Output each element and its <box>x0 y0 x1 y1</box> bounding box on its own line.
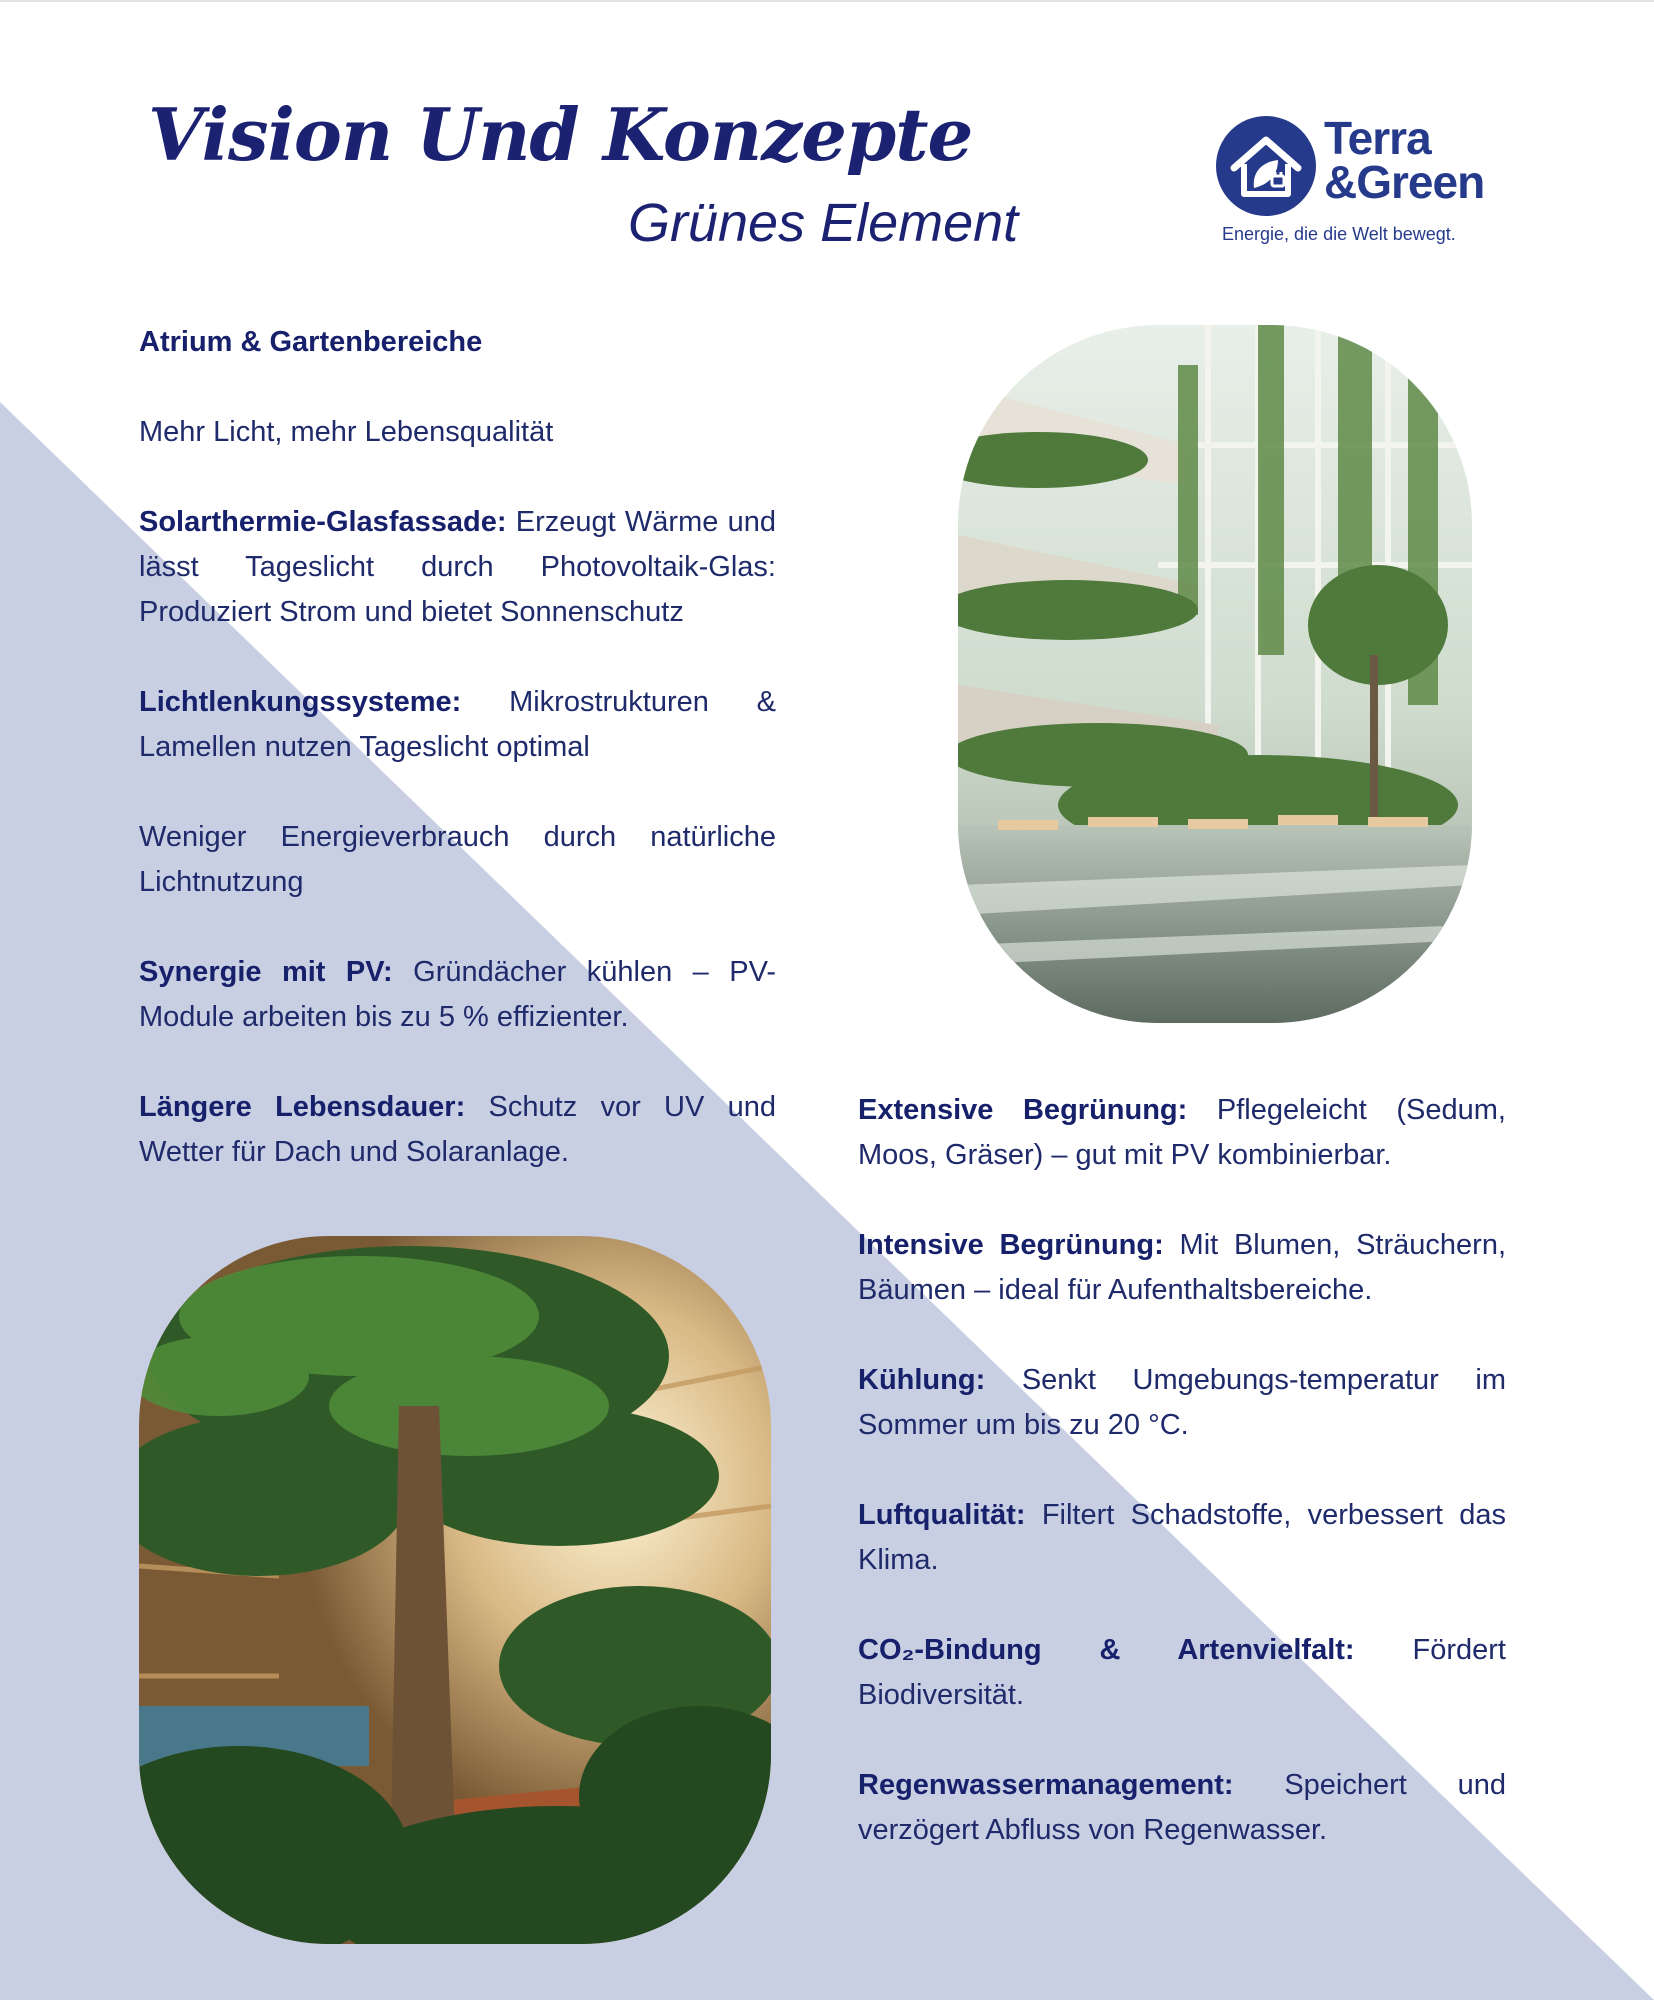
text-paragraph: Längere Lebensdauer: Schutz vor UV und Wetter für Dach und Solaranlage. <box>139 1091 776 1168</box>
section-heading: Atrium & Gartenbereiche <box>139 326 483 358</box>
text-paragraph: CO₂-Bindung & Artenvielfalt: Fördert Biodiversität. <box>858 1634 1506 1711</box>
palm-tree-courtyard-photo <box>139 1236 771 1944</box>
text-paragraph: Intensive Begrünung: Mit Blumen, Sträuchern, Bäumen – ideal für Aufenthaltsbereiche. <box>858 1229 1507 1306</box>
right-text-column <box>858 1088 1506 1898</box>
text-paragraph: Mehr Licht, mehr Lebensqualität <box>139 416 554 448</box>
logo-tagline: Energie, die die Welt bewegt. <box>1222 224 1456 244</box>
text-paragraph: Weniger Energieverbrauch durch natürliche Lichtnutzung <box>139 821 776 898</box>
text-paragraph: Regenwassermanagement: Speichert und verzögert Abfluss von Regenwasser. <box>858 1769 1506 1846</box>
house-leaf-plug-icon <box>1216 116 1316 216</box>
left-text-column <box>139 320 776 1220</box>
page-title: Vision Und Konzepte <box>148 92 973 177</box>
text-paragraph: Kühlung: Senkt Umgebungs-temperatur im Sommer um bis zu 20 °C. <box>858 1364 1506 1441</box>
text-paragraph: Lichtlenkungssysteme: Mikrostrukturen & Lamellen nutzen Tageslicht optimal <box>139 686 776 763</box>
text-paragraph: Synergie mit PV: Gründächer kühlen – PV-Module arbeiten bis zu 5 % effizienter. <box>139 956 776 1033</box>
text-paragraph: Solarthermie-Glasfassade: Erzeugt Wärme und lässt Tageslicht durch Photovoltaik-Glas: Produziert Strom und bietet Sonnenschutz <box>139 506 776 628</box>
page-subtitle: Grünes Element <box>628 193 1019 253</box>
logo-name: Terra &Green <box>1324 112 1485 208</box>
logo <box>1216 112 1516 252</box>
atrium-with-vertical-greenery-photo <box>958 325 1472 1023</box>
text-paragraph: Extensive Begrünung: Pflegeleicht (Sedum, Moos, Gräser) – gut mit PV kombinierbar. <box>858 1094 1506 1171</box>
text-paragraph: Luftqualität: Filtert Schadstoffe, verbessert das Klima. <box>858 1499 1506 1576</box>
